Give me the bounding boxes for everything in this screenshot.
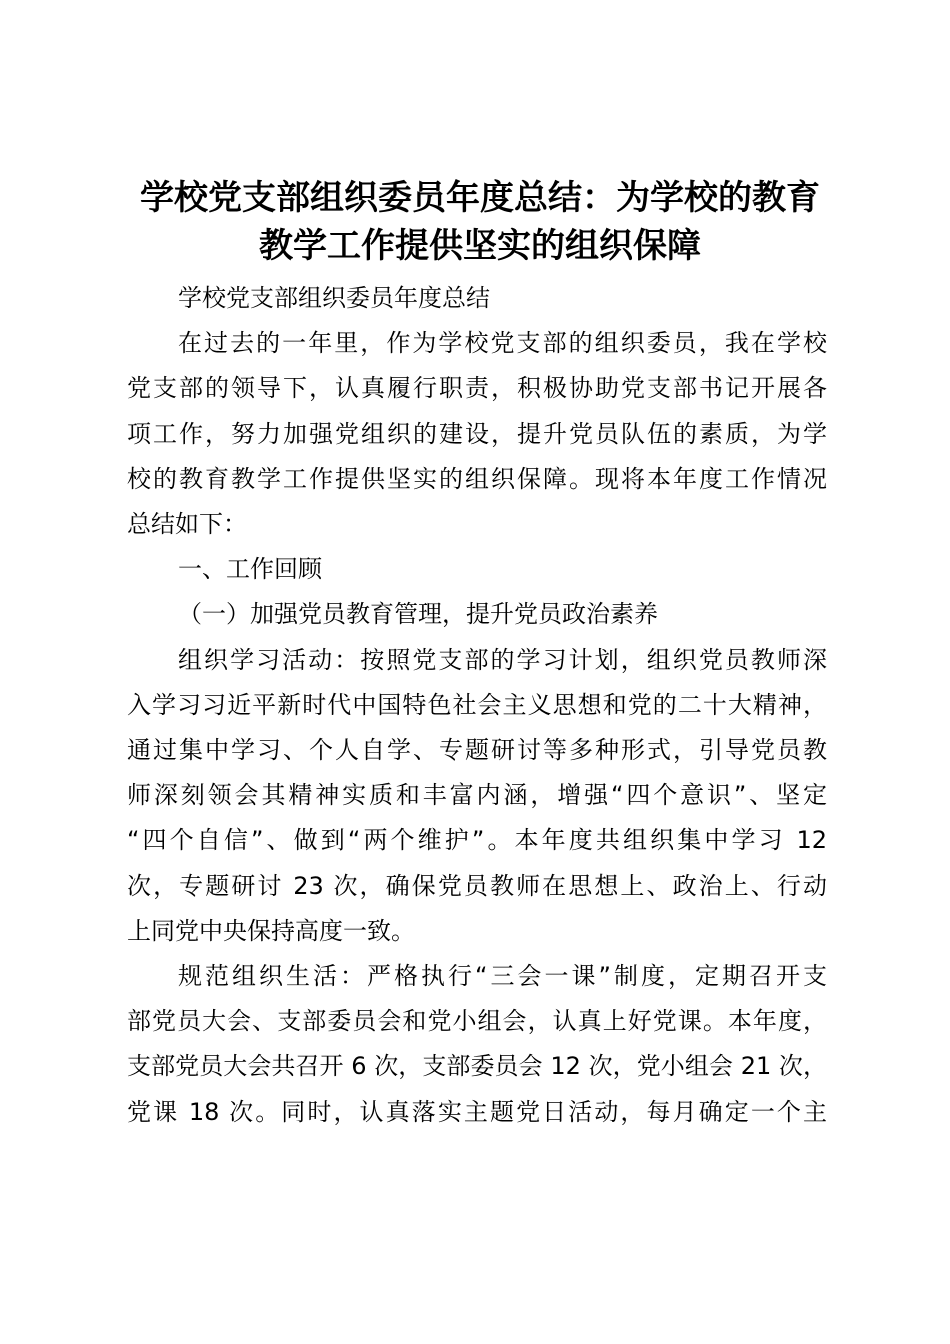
body-line: 在过去的一年里，作为学校党支部的组织委员，我在学校 [178,329,827,358]
body-line: 支部党员大会共召开 6 次，支部委员会 12 次，党小组会 21 次， [127,1052,827,1081]
body-line: 次，专题研讨 23 次，确保党员教师在思想上、政治上、行动 [127,871,827,900]
document-title-line-1: 学校党支部组织委员年度总结：为学校的教育 [140,178,820,218]
body-line: 校的教育教学工作提供坚实的组织保障。现将本年度工作情况 [127,464,827,493]
body-line: （一）加强党员教育管理，提升党员政治素养 [178,600,658,629]
body-line: 通过集中学习、个人自学、专题研讨等多种形式，引导党员教 [127,736,827,764]
body-line: “四个自信”、做到“两个维护”。本年度共组织集中学习 12 [127,826,827,855]
body-line: 组织学习活动：按照党支部的学习计划，组织党员教师深 [178,645,827,674]
body-line: 师深刻领会其精神实质和丰富内涵，增强“四个意识”、坚定 [127,781,827,810]
document-title-line-2: 教学工作提供坚实的组织保障 [259,226,701,266]
body-line: 入学习习近平新时代中国特色社会主义思想和党的二十大精神， [127,690,827,719]
body-line: 一、工作回顾 [178,555,322,584]
body-line: 上同党中央保持高度一致。 [127,916,415,945]
body-line: 部党员大会、支部委员会和党小组会，认真上好党课。本年度， [127,1007,827,1036]
body-line: 党课 18 次。同时，认真落实主题党日活动，每月确定一个主 [127,1097,827,1126]
body-line: 总结如下： [127,510,247,538]
body-line: 党支部的领导下，认真履行职责，积极协助党支部书记开展各 [127,374,827,403]
body-line: 项工作，努力加强党组织的建设，提升党员队伍的素质，为学 [127,419,827,448]
body-line: 学校党支部组织委员年度总结 [178,284,490,312]
body-line: 规范组织生活：严格执行“三会一课”制度，定期召开支 [178,962,827,990]
